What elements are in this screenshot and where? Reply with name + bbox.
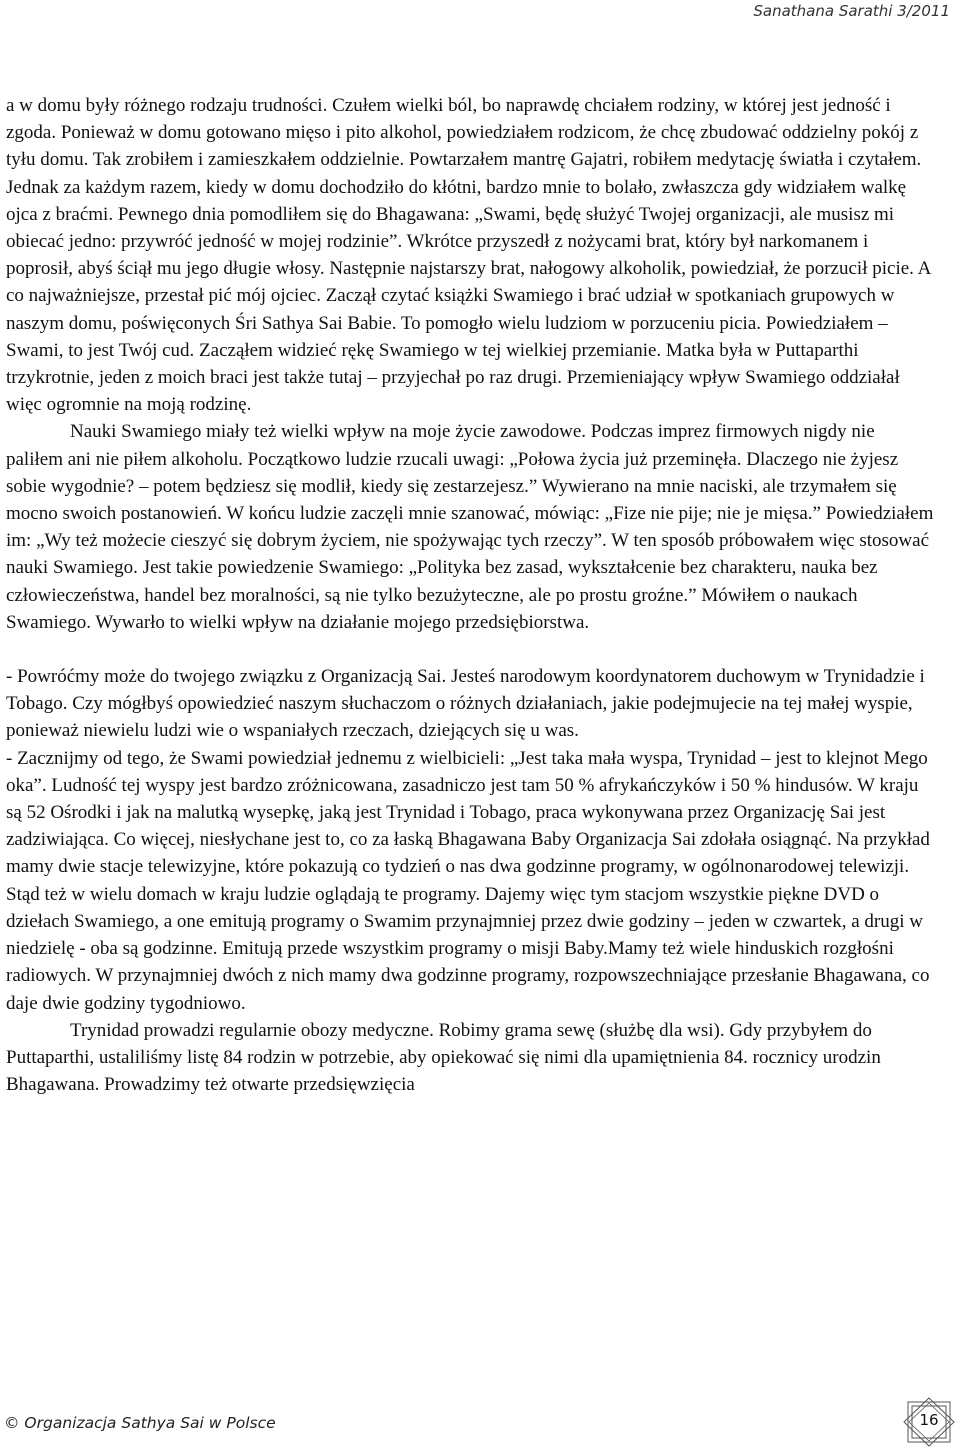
page-number-badge <box>902 1396 956 1448</box>
footer-copyright: © Organizacja Sathya Sai w Polsce <box>4 1414 276 1432</box>
paragraph-family: a w domu były różnego rodzaju trudności. Czułem wielki ból, bo naprawdę chciałem rodziny, w której jest jedność i zgoda. Ponieważ w domu gotowano mięso i pito alkohol, powiedziałem rodzicom, że chcę zbudować oddzielny pokój z tyłu domu. Tak zrobiłem i zamieszkałem oddzielnie. Powtarzałem mantrę Gajatri, robiłem medytację światła i czytałem. Jednak za każdym razem, kiedy w domu dochodziło do kłótni, bardzo mnie to bolało, zwłaszcza gdy widziałem walkę ojca z braćmi. Pewnego dnia pomodliłem się do Bhagawana: „Swami, będę służyć Twojej organizacji, ale musisz mi obiecać jedno: przywróć jedność w mojej rodzinie”. Wkrótce przyszedł z nożycami brat, który był narkomanem i poprosił, abyś ściął mu jego długie włosy. Następnie najstarszy brat, nałogowy alkoholik, powiedział, że porzucił picie. A co najważniejsze, przestał pić mój ojciec. Zaczął czytać książki Swamiego i brać udział w spotkaniach grupowych w naszym domu, poświęconych Śri Sathya Sai Babie. To pomogło wielu ludziom w porzuceniu picia. Powiedziałem – Swami, to jest Twój cud. Zacząłem widzieć rękę Swamiego w tej wielkiej przemianie. Matka była w Puttaparthi trzykrotnie, jeden z moich braci jest także tutaj – przyjechał po raz drugi. Przemieniający wpływ Swamiego oddziałał więc ogromnie na moją rodzinę. <box>6 95 931 416</box>
publication-header: Sanathana Sarathi 3/2011 <box>753 2 950 20</box>
page-number: 16 <box>919 1411 939 1429</box>
interview-question: - Powróćmy może do twojego związku z Organizacją Sai. Jesteś narodowym koordynatorem duchowym w Trynidadzie i Tobago. Czy mógłbyś opowiedzieć naszym słuchaczom o różnych działaniach, jakie podejmujecie na tej małej wyspie, ponieważ niewielu ludzi wie o wspaniałych rzeczach, dziejących się u was. <box>6 666 925 742</box>
article-body <box>6 92 936 1098</box>
paragraph-work: Nauki Swamiego miały też wielki wpływ na moje życie zawodowe. Podczas imprez firmowych nigdy nie paliłem ani nie piłem alkoholu. Początkowo ludzie rzucali uwagi: „Połowa życia już przeminęła. Dlaczego nie żyjesz sobie wygodnie? – potem będziesz się modlił, kiedy się zestarzejesz.” Wywierano na mnie naciski, ale trzymałem się mocno swoich postanowień. W końcu ludzie zaczęli mnie szanować, mówiąc: „Fize nie pije; nie je mięsa.” Powiedziałem im: „Wy też możecie cieszyć się dobrym życiem, nie spożywając tych rzeczy”. W ten sposób próbowałem więc stosować nauki Swamiego. Jest takie powiedzenie Swamiego: „Polityka bez zasad, wykształcenie bez charakteru, nauka bez człowieczeństwa, handel bez moralności, są nie tylko bezużyteczne, ale po prostu groźne.” Mówiłem o naukach Swamiego. Wywarło to wielki wpływ na działanie mojego przedsiębiorstwa. <box>6 421 934 633</box>
interview-answer: - Zacznijmy od tego, że Swami powiedział jednemu z wielbicieli: „Jest taka mała wyspa, Trynidad – jest to klejnot Mego oka”. Ludność tej wyspy jest bardzo zróżnicowana, zasadniczo jest tam 50 % afrykańczyków i 50 % hindusów. W kraju są 52 Ośrodki i jak na malutką wysepkę, jaką jest Trynidad i Tobago, praca wykonywana przez Organizację Sai jest zadziwiająca. Co więcej, niesłychane jest to, co za łaską Bhagawana Baby Organizacja Sai zdołała osiągnąć. Na przykład mamy dwie stacje telewizyjne, które pokazują co tydzień o nas dwa godzinne programy, w ogólnonarodowej telewizji. Stąd też w wielu domach w kraju ludzie oglądają te programy. Dajemy więc tym stacjom wszystkie piękne DVD o dziełach Swamiego, a one emitują programy o Swamim przynajmniej przez dwie godziny – jeden w czwartek, a drugi w niedzielę - oba są godzinne. Emitują przede wszystkim programy o misji Baby.Mamy też wiele hinduskich rozgłośni radiowych. W przynajmniej dwóch z nich mamy dwa godzinne programy, rozpowszechniające przesłanie Bhagawana, co daje dwie godziny tygodniowo. <box>6 747 930 1014</box>
paragraph-medical-camps: Trynidad prowadzi regularnie obozy medyczne. Robimy grama sewę (służbę dla wsi). Gdy przybyłem do Puttaparthi, ustaliliśmy listę 84 rodzin w potrzebie, aby opiekować się nimi dla upamiętnienia 84. rocznicy urodzin Bhagawana. Prowadzimy też otwarte przedsięwzięcia <box>6 1019 881 1096</box>
